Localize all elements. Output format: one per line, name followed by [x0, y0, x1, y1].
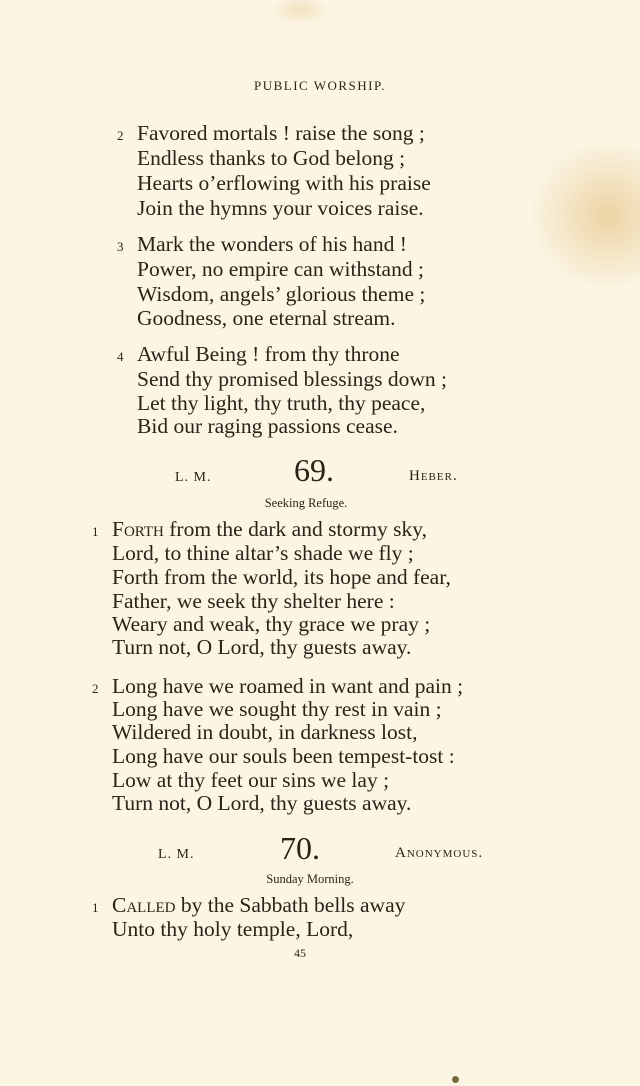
- stanza-number: 1: [92, 900, 99, 915]
- verse-line: Turn not, O Lord, thy guests away.: [112, 635, 412, 659]
- verse-line: Wisdom, angels’ glorious theme ;: [137, 282, 426, 306]
- verse-line: Awful Being ! from thy throne: [137, 342, 400, 366]
- verse-line: Turn not, O Lord, thy guests away.: [112, 791, 412, 815]
- verse-line: Unto thy holy temple, Lord,: [112, 917, 354, 941]
- verse-line: Weary and weak, thy grace we pray ;: [112, 612, 431, 636]
- stanza-number: 1: [92, 524, 99, 539]
- verse-line: Lord, to thine altar’s shade we fly ;: [112, 541, 414, 565]
- hymn-number: 69.: [294, 452, 334, 488]
- verse-line: Send thy promised blessings down ;: [137, 367, 447, 391]
- hymn-number: 70.: [280, 830, 320, 866]
- hymn-author: Heber.: [409, 468, 458, 484]
- verse-line: Mark the wonders of his hand !: [137, 232, 407, 256]
- hymn-meter: L. M.: [158, 847, 195, 862]
- hymn-meter: L. M.: [175, 470, 212, 485]
- verse-line: Forth from the world, its hope and fear,: [112, 565, 451, 589]
- hymn-subtitle: Seeking Refuge.: [264, 496, 348, 510]
- verse-line: Hearts o’erflowing with his praise: [137, 171, 431, 195]
- verse-line: Long have our souls been tempest-tost :: [112, 744, 455, 768]
- verse-line: Let thy light, thy truth, thy peace,: [137, 391, 426, 415]
- verse-line: Low at thy feet our sins we lay ;: [112, 768, 390, 792]
- verse-line: Long have we sought thy rest in vain ;: [112, 697, 442, 721]
- first-line-rest: by the Sabbath bells away: [175, 893, 406, 917]
- first-word: Called: [112, 893, 176, 917]
- verse-line: Wildered in doubt, in darkness lost,: [112, 720, 418, 744]
- verse-line: Endless thanks to God belong ;: [137, 146, 406, 170]
- verse-line: Goodness, one eternal stream.: [137, 306, 396, 330]
- hymn-subtitle: Sunday Morning.: [266, 872, 354, 886]
- hymn-author: Anonymous.: [395, 845, 484, 861]
- first-line-rest: from the dark and stormy sky,: [163, 517, 428, 541]
- ink-dot: [452, 1076, 459, 1083]
- verse-line: Power, no empire can withstand ;: [137, 257, 424, 281]
- first-word: Forth: [112, 517, 164, 541]
- verse-line-first: [112, 893, 405, 917]
- stanza-number: 2: [92, 681, 99, 696]
- verse-line: Bid our raging passions cease.: [137, 414, 398, 438]
- stanza-number: 3: [117, 239, 124, 254]
- paper-stain: [530, 140, 640, 290]
- running-head: PUBLIC WORSHIP.: [253, 78, 387, 93]
- paper-stain-top: [270, 0, 330, 25]
- stanza-number: 4: [117, 349, 124, 364]
- verse-line: Favored mortals ! raise the song ;: [137, 121, 425, 145]
- page-number: 45: [294, 946, 306, 960]
- verse-line: Join the hymns your voices raise.: [137, 196, 424, 220]
- stanza-number: 2: [117, 128, 124, 143]
- verse-line-first: [112, 517, 427, 541]
- verse-line: Long have we roamed in want and pain ;: [112, 674, 464, 698]
- verse-line: Father, we seek thy shelter here :: [112, 589, 395, 613]
